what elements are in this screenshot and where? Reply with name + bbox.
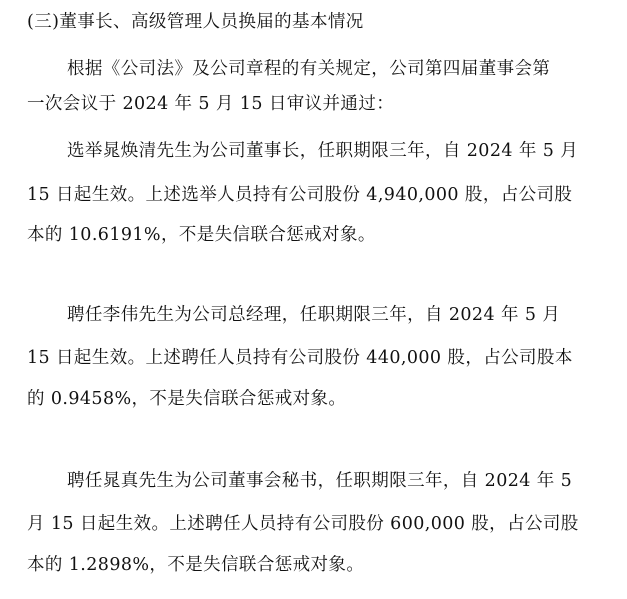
manager-line-1: 聘任李伟先生为公司总经理，任职期限三年，自 2024 年 5 月	[67, 305, 561, 325]
chairman-line-2: 15 日起生效。上述选举人员持有公司股份 4,940,000 股，占公司股	[27, 185, 573, 205]
intro-line-1: 根据《公司法》及公司章程的有关规定，公司第四届董事会第	[67, 59, 551, 79]
manager-line-2: 15 日起生效。上述聘任人员持有公司股份 440,000 股，占公司股本	[27, 348, 573, 368]
secretary-line-3: 本的 1.2898%，不是失信联合惩戒对象。	[27, 555, 365, 575]
secretary-line-1: 聘任晁真先生为公司董事会秘书，任职期限三年，自 2024 年 5	[67, 471, 573, 491]
secretary-line-2: 月 15 日起生效。上述聘任人员持有公司股份 600,000 股，占公司股	[27, 514, 579, 534]
section-heading: (三)董事长、高级管理人员换届的基本情况	[27, 12, 364, 32]
chairman-line-3: 本的 10.6191%，不是失信联合惩戒对象。	[27, 225, 376, 245]
intro-line-2: 一次会议于 2024 年 5 月 15 日审议并通过：	[27, 94, 395, 114]
manager-line-3: 的 0.9458%，不是失信联合惩戒对象。	[27, 389, 347, 409]
chairman-line-1: 选举晁焕清先生为公司董事长，任职期限三年，自 2024 年 5 月	[67, 141, 579, 161]
